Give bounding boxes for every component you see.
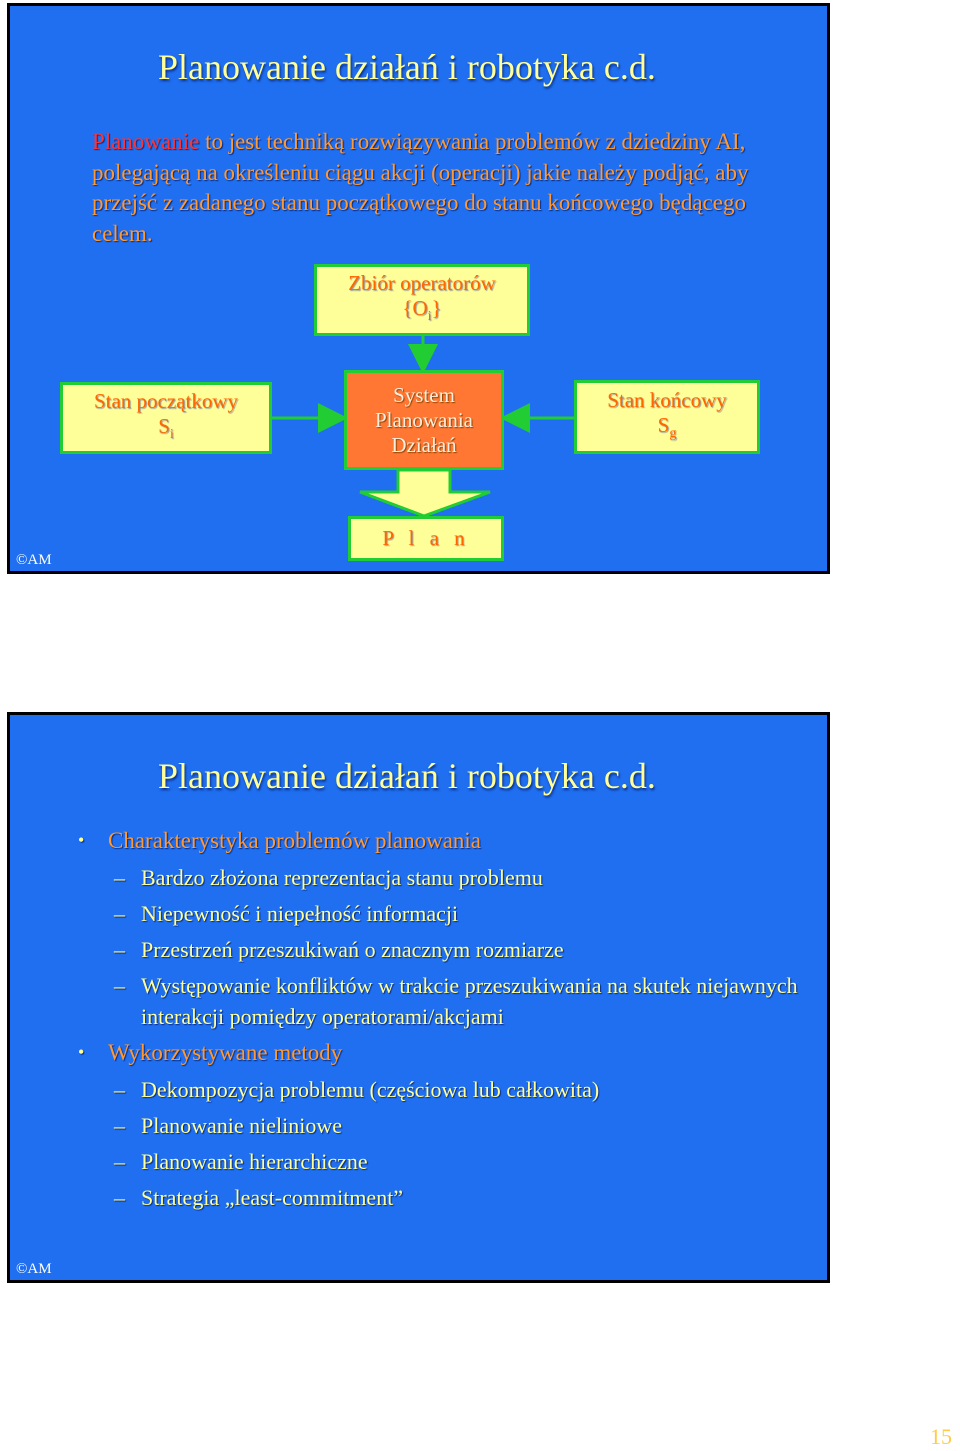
- list-item: – Przestrzeń przeszukiwań o znacznym rozmiarze: [78, 934, 818, 965]
- dash-icon: –: [114, 1077, 125, 1102]
- system-line-3: Działań: [391, 432, 457, 457]
- dash-icon: –: [114, 901, 125, 926]
- goal-state-symbol: $S_g$: [657, 412, 677, 442]
- operators-label: Zbiór operatorów: [348, 270, 496, 295]
- intro-text: to jest techniką rozwiązywania problemów z dziedziny AI, polegającą na określeniu ciągu akcji (operacji) jakie należy podjąć, aby przejść z zadanego stanu początkowego do stanu końcowego będącego celem.: [92, 129, 749, 246]
- dash-icon: –: [114, 937, 125, 962]
- goal-state-box: [574, 380, 760, 454]
- arrow-system-to-plan: [360, 470, 490, 516]
- plan-box: [348, 516, 504, 561]
- start-state-symbol: $S_i$: [158, 413, 174, 443]
- list-item: – Planowanie hierarchiczne: [78, 1146, 818, 1177]
- goal-state-label: Stan końcowy: [607, 387, 727, 412]
- dash-icon: –: [114, 973, 125, 998]
- start-state-label: Stan początkowy: [93, 388, 239, 413]
- section-heading: • Wykorzystywane metody: [78, 1037, 818, 1068]
- list-item: – Występowanie konfliktów w trakcie przeszukiwania na skutek niejawnych interakcji pomiędzy operatorami/akcjami: [78, 970, 818, 1032]
- system-line-2: Planowania: [375, 407, 473, 432]
- dash-icon: –: [114, 1185, 125, 1210]
- list-item: – Dekompozycja problemu (częściowa lub całkowita): [78, 1074, 818, 1105]
- list-item: – Planowanie nieliniowe: [78, 1110, 818, 1141]
- plan-label: P l a n: [382, 526, 470, 550]
- dash-icon: –: [114, 1113, 125, 1138]
- slide-1-copyright: ©AM: [16, 552, 52, 568]
- operators-symbol: $\{O_i\}$: [402, 295, 442, 325]
- dash-icon: –: [114, 865, 125, 890]
- bullet-icon: •: [78, 1042, 85, 1062]
- page-number: 15: [930, 1424, 952, 1449]
- slide-2: [7, 712, 830, 1283]
- planning-system-box: [344, 370, 504, 470]
- slide-2-copyright: ©AM: [16, 1261, 52, 1277]
- slide-1-title: Planowanie działań i robotyka c.d.: [158, 47, 656, 87]
- bullet-icon: •: [78, 830, 85, 850]
- slide-1: [7, 3, 830, 574]
- dash-icon: –: [114, 1149, 125, 1174]
- system-line-1: System: [393, 382, 455, 407]
- list-item: – Niepewność i niepełność informacji: [78, 898, 818, 929]
- slide-2-title: Planowanie działań i robotyka c.d.: [158, 756, 656, 796]
- section-heading: • Charakterystyka problemów planowania: [78, 825, 818, 856]
- bullet-list: [78, 825, 818, 1218]
- list-item: – Bardzo złożona reprezentacja stanu problemu: [78, 862, 818, 893]
- intro-emphasis: Planowanie: [92, 129, 200, 154]
- operators-box: [314, 264, 530, 336]
- list-item: – Strategia „least-commitment”: [78, 1182, 818, 1213]
- start-state-box: [60, 382, 272, 454]
